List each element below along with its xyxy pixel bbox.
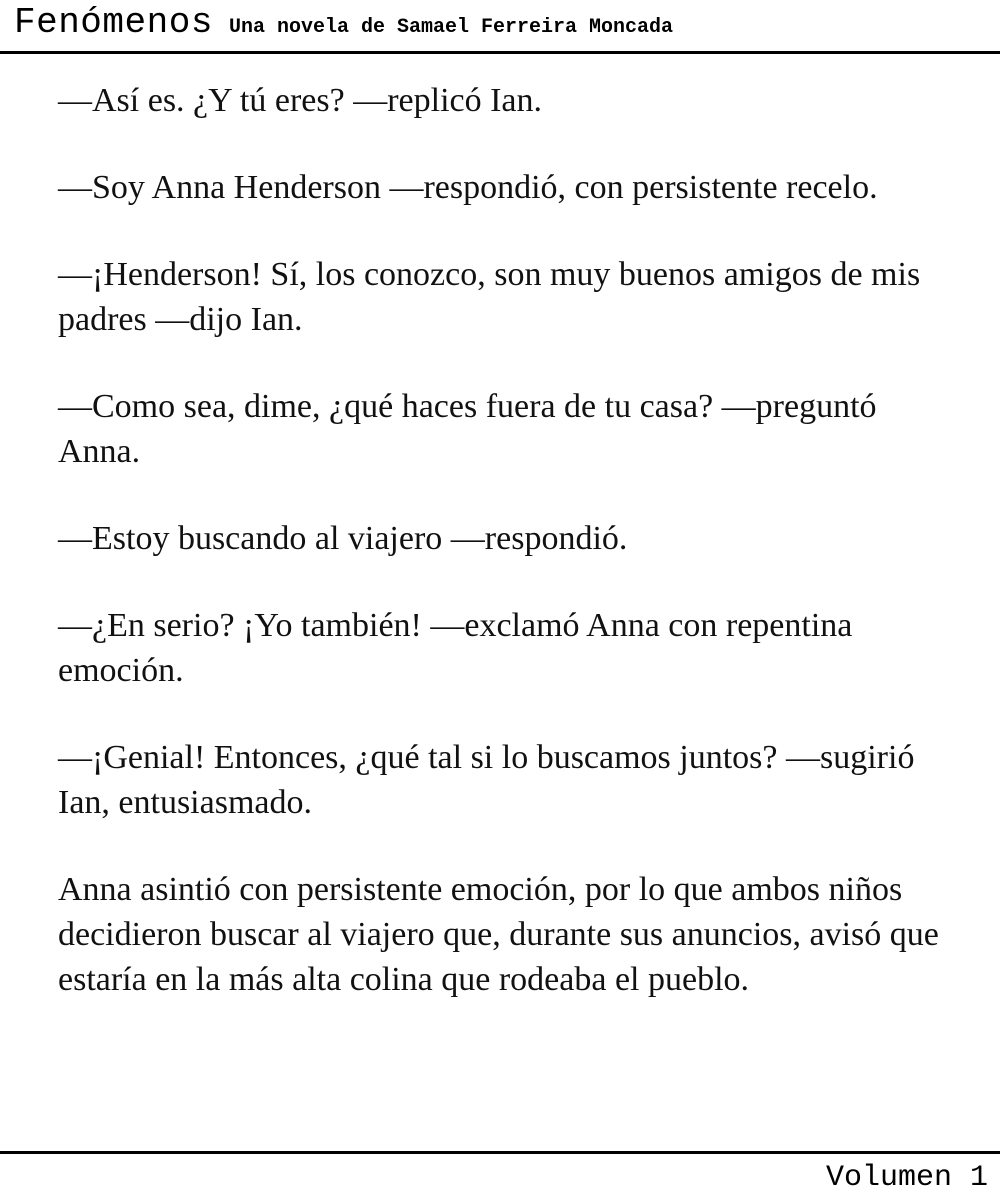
paragraph-4: —Como sea, dime, ¿qué haces fuera de tu casa? —preguntó Anna. — [58, 388, 877, 470]
page-header — [0, 0, 1000, 54]
page-footer — [0, 1151, 1000, 1200]
paragraph-1: —Así es. ¿Y tú eres? —replicó Ian. — [58, 82, 543, 119]
paragraph-8: Anna asintió con persistente emoción, por lo que ambos niños decidieron buscar al viajero que, durante sus anuncios, avisó que estaría en la más alta colina que rodeaba el pueblo. — [58, 871, 939, 998]
paragraph-7: —¡Genial! Entonces, ¿qué tal si lo buscamos juntos? —sugirió Ian, entusiasmado. — [58, 739, 915, 821]
paragraph-3: —¡Henderson! Sí, los conozco, son muy buenos amigos de mis padres —dijo Ian. — [58, 256, 921, 338]
paragraph-6: —¿En serio? ¡Yo también! —exclamó Anna con repentina emoción. — [58, 607, 853, 689]
volume-label: Volumen 1 — [825, 1161, 988, 1195]
paragraph-2: —Soy Anna Henderson —respondió, con persistente recelo. — [58, 169, 878, 206]
page-body — [58, 78, 958, 1044]
book-title: Fenómenos — [14, 2, 213, 43]
book-subtitle: Una novela de Samael Ferreira Moncada — [228, 16, 674, 39]
paragraph-5: —Estoy buscando al viajero —respondió. — [58, 520, 628, 557]
